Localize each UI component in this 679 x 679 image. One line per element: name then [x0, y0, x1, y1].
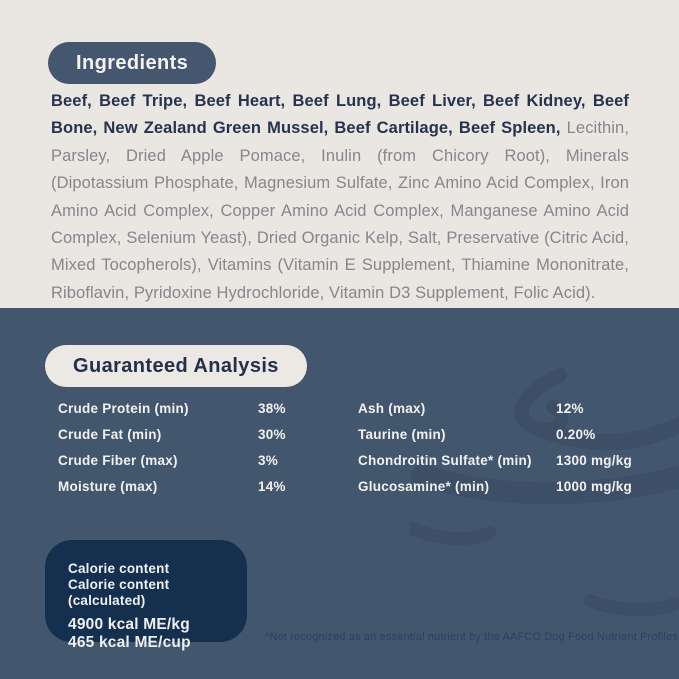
aafco-footnote: *Not recognized as an essential nutrient by the AAFCO Dog Food Nutrient Profiles: [265, 631, 679, 643]
calorie-content-box: [45, 540, 247, 651]
calorie-title-line1: Calorie content: [68, 561, 170, 576]
analysis-value: 12%: [556, 401, 584, 416]
analysis-value: 0.20%: [556, 427, 596, 442]
ingredients-header-pill: [48, 42, 216, 84]
guaranteed-analysis-header-pill: [45, 345, 307, 387]
analysis-value: 30%: [258, 427, 286, 442]
calorie-value-line1: 4900 kcal ME/kg: [68, 616, 190, 633]
ingredients-paragraph: [51, 88, 629, 307]
guaranteed-analysis-header-label: Guaranteed Analysis: [73, 355, 279, 377]
ingredients-secondary-list: Lecithin, Parsley, Dried Apple Pomace, Inulin (from Chicory Root), Minerals (Dipotassium Phosphate, Magnesium Sulfate, Zinc Amino Acid Complex, Iron Amino Acid Complex, Copper Amino Acid Complex, Manganese Amino Acid Complex, Selenium Yeast), Dried Organic Kelp, Salt, Preservative (Citric Acid, Mixed Tocopherols), Vitamins (Vitamin E Supplement, Thiamine Mononitrate, Riboflavin, Pyridoxine Hydrochloride, Vitamin D3 Supplement, Folic Acid).: [51, 119, 630, 302]
calorie-values: [68, 616, 247, 651]
analysis-value: 38%: [258, 401, 286, 416]
ingredients-section: [0, 0, 679, 308]
analysis-label: Crude Fat (min): [58, 427, 162, 442]
guaranteed-analysis-section: [0, 308, 679, 679]
calorie-title: [68, 561, 247, 609]
analysis-value: 1300 mg/kg: [556, 453, 633, 468]
analysis-label: Moisture (max): [58, 479, 158, 494]
ingredients-header-label: Ingredients: [76, 52, 189, 74]
analysis-label: Crude Fiber (max): [58, 453, 178, 468]
ingredients-primary-list: Beef, Beef Tripe, Beef Heart, Beef Lung, Beef Liver, Beef Kidney, Beef Bone, New Zealand Green Mussel, Beef Cartilage, Beef Spleen,: [51, 92, 629, 138]
analysis-label: Taurine (min): [358, 427, 446, 442]
analysis-label: Ash (max): [358, 401, 426, 416]
calorie-value-line2: 465 kcal ME/cup: [68, 633, 191, 651]
analysis-label: Glucosamine* (min): [358, 479, 490, 494]
analysis-label: Crude Protein (min): [58, 401, 189, 416]
analysis-value: 14%: [258, 479, 286, 494]
analysis-value: 3%: [258, 453, 279, 468]
analysis-value: 1000 mg/kg: [556, 479, 633, 494]
analysis-label: Chondroitin Sulfate* (min): [358, 453, 532, 468]
calorie-title-line2: Calorie content (calculated): [68, 577, 170, 608]
